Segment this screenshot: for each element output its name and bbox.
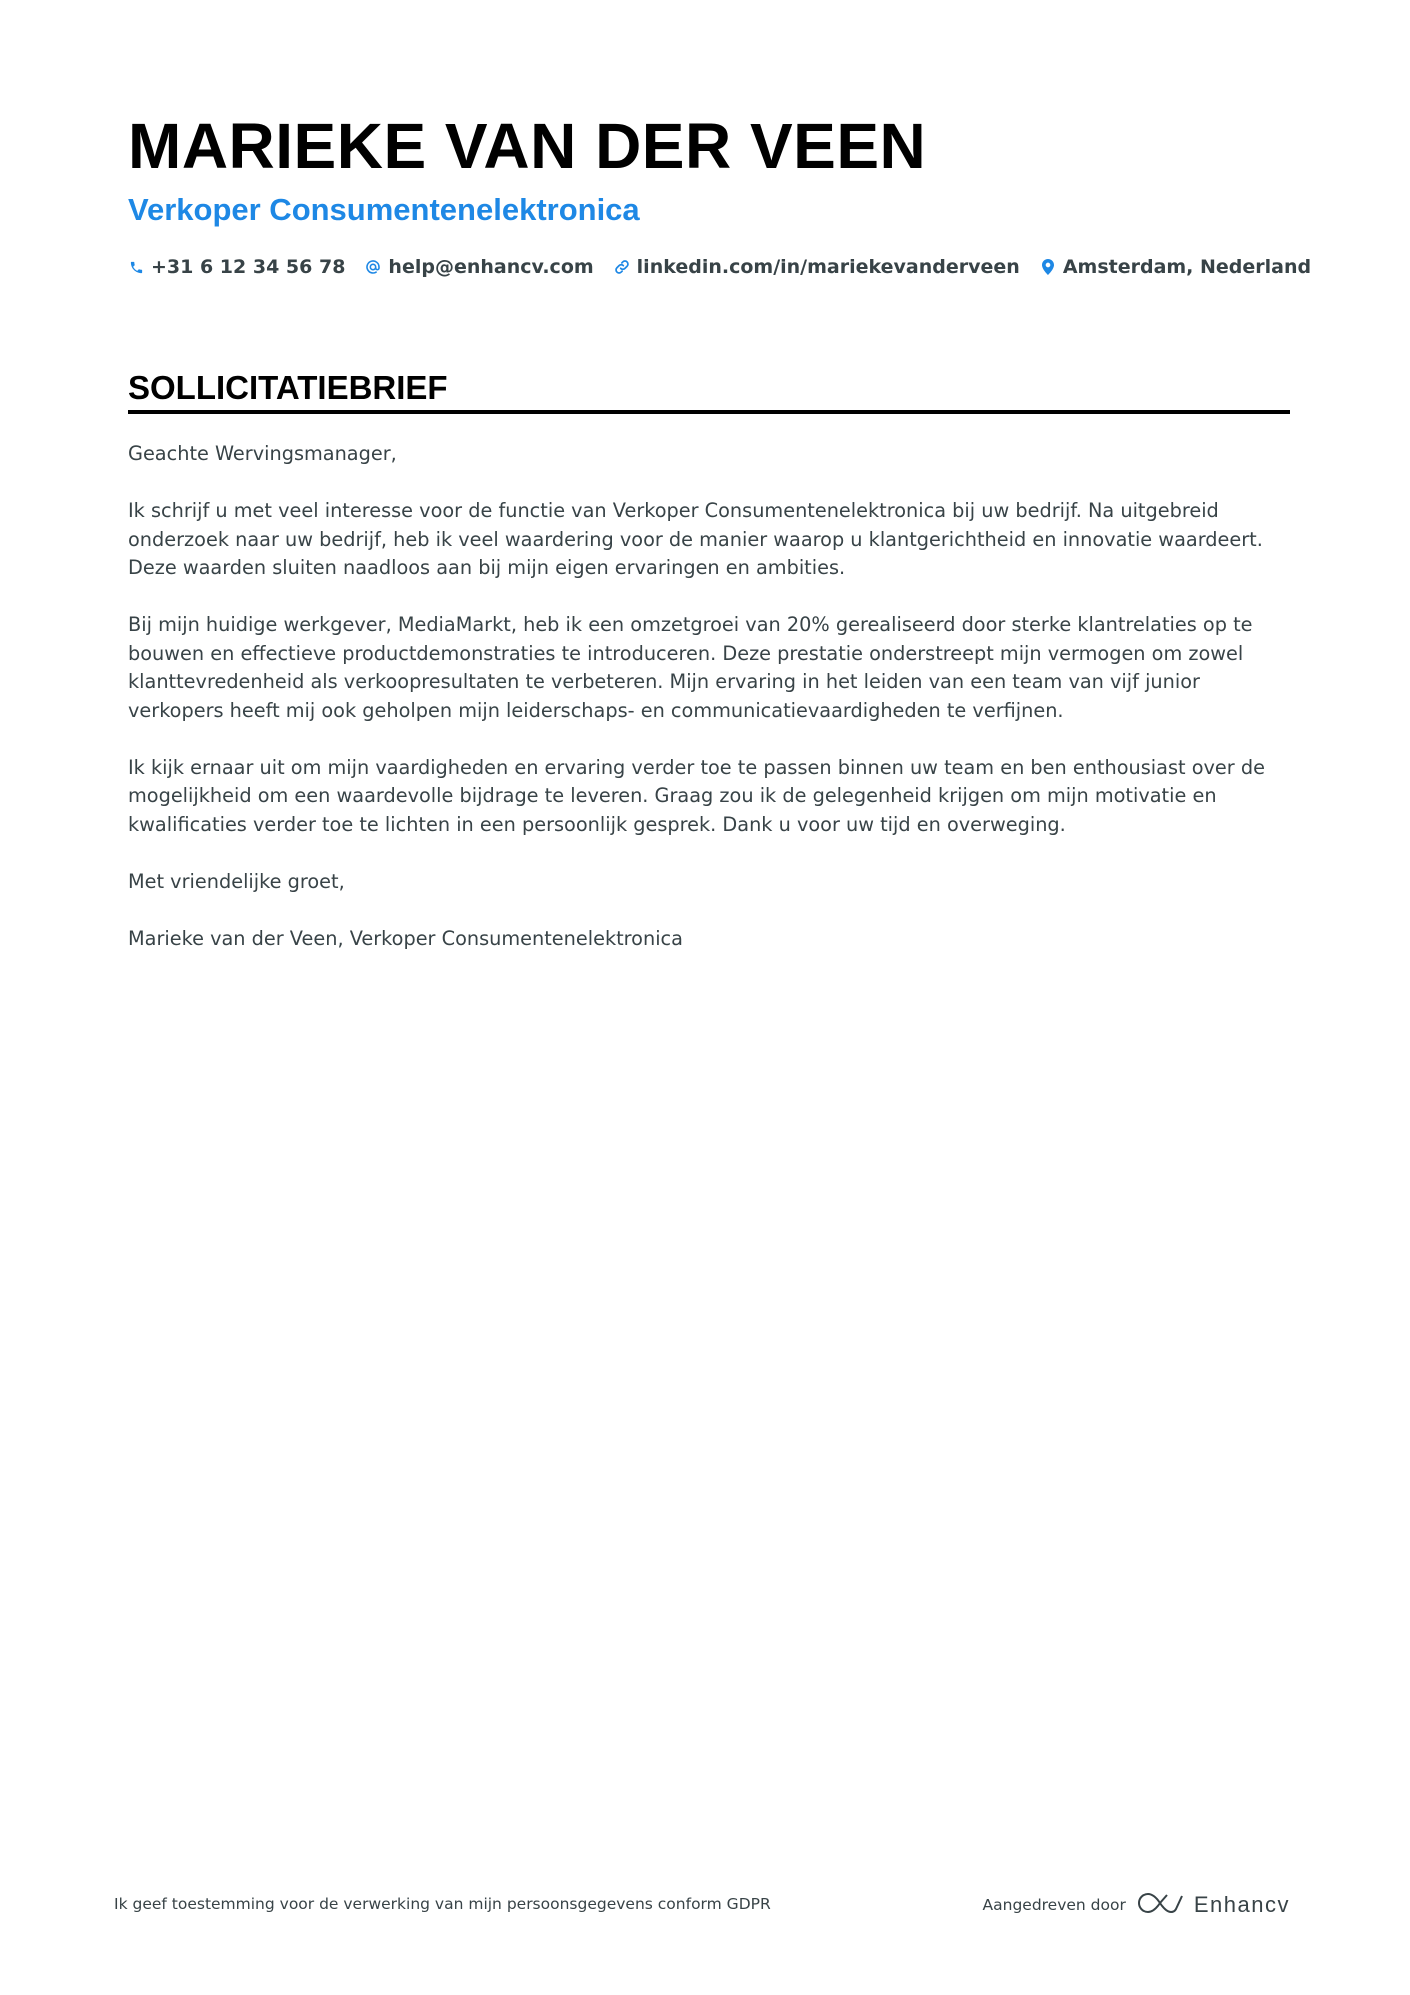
- paragraph: Ik schrijf u met veel interesse voor de functie van Verkoper Consumentenelektronica bij uw bedrijf. Na uitgebreid onderzoek naar uw bedrijf, heb ik veel waardering voor de manier waarop u klantgerichtheid en innovatie waardeert. Deze waarden sluiten naadloos aan bij mijn eigen ervaringen en ambities.: [128, 499, 1263, 579]
- enhancv-logo[interactable]: [1138, 1891, 1290, 1919]
- infinity-icon: [1138, 1891, 1184, 1919]
- candidate-name: MARIEKE VAN DER VEEN: [128, 110, 927, 182]
- map-pin-icon: [1040, 259, 1056, 275]
- contact-phone: [128, 254, 345, 280]
- brand-name: Enhancv: [1193, 1892, 1290, 1917]
- phone-icon: [128, 259, 144, 275]
- closing: Met vriendelijke groet,: [128, 869, 345, 893]
- paragraph: Bij mijn huidige werkgever, MediaMarkt, heb ik een omzetgroei van 20% gerealiseerd door sterke klantrelaties op te bouwen en effectieve productdemonstraties te introduceren. Deze prestatie onderstreept mijn vermogen om zowel klanttevredenheid als verkoopresultaten te verbeteren. Mijn ervaring in het leiden van een team van vijf junior verkopers heeft mij ook geholpen mijn leiderschaps- en communicatievaardigheden te verfijnen.: [128, 613, 1253, 722]
- powered-by-label: Aangedreven door: [982, 1896, 1126, 1914]
- salutation: Geachte Wervingsmanager,: [128, 442, 397, 465]
- contact-bar: [128, 254, 1311, 280]
- contact-linkedin[interactable]: [614, 254, 1020, 280]
- signature: Marieke van der Veen, Verkoper Consumentenelektronica: [128, 926, 683, 950]
- contact-location: [1040, 254, 1311, 280]
- section-title: SOLLICITATIEBRIEF: [128, 369, 448, 406]
- linkedin-text: linkedin.com/in/mariekevanderveen: [636, 256, 1020, 278]
- phone-text: +31 6 12 34 56 78: [151, 256, 346, 278]
- section-divider: [128, 410, 1290, 414]
- link-icon: [614, 259, 630, 275]
- letter-body: [128, 440, 1290, 982]
- at-icon: [365, 259, 381, 275]
- paragraph: Ik kijk ernaar uit om mijn vaardigheden en ervaring verder toe te passen binnen uw team en ben enthousiast over de mogelijkheid om een waardevolle bijdrage te leveren. Graag zou ik de gelegenheid krijgen om mijn motivatie en kwalificaties verder toe te lichten in een persoonlijk gesprek. Dank u voor uw tijd en overweging.: [128, 755, 1265, 836]
- contact-email[interactable]: [365, 254, 593, 280]
- gdpr-consent: Ik geef toestemming voor de verwerking van mijn persoonsgegevens conform GDPR: [114, 1895, 771, 1913]
- location-text: Amsterdam, Nederland: [1062, 256, 1312, 278]
- candidate-role: Verkoper Consumentenelektronica: [128, 192, 640, 227]
- email-text: help@enhancv.com: [388, 256, 594, 278]
- powered-by: [983, 1891, 1290, 1919]
